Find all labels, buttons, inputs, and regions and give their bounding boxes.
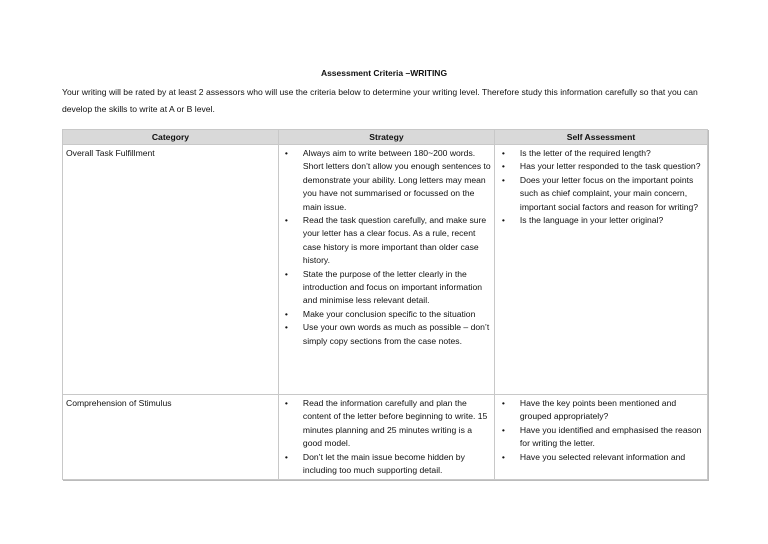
category-cell: Overall Task Fulfillment	[63, 145, 279, 395]
assessment-criteria-table	[62, 129, 708, 480]
list-item: • Is the letter of the required length?	[520, 147, 704, 160]
strategy-cell	[278, 395, 494, 480]
table-row	[63, 145, 708, 395]
list-item: • Has your letter responded to the task question?	[520, 160, 704, 173]
list-item: • Don’t let the main issue become hidden by including too much supporting detail.	[303, 451, 491, 478]
list-item: • Read the information carefully and plan the content of the letter before beginning to write. 15 minutes planning and 25 minutes writing is a good model.	[303, 397, 491, 451]
table-header-row	[63, 130, 708, 145]
list-item: • Have the key points been mentioned and grouped appropriately?	[520, 397, 704, 424]
list-item: • Always aim to write between 180~200 words. Short letters don’t allow you enough sentences to demonstrate your ability. Long letters may mean you have not summarised or focussed on the main issue.	[303, 147, 491, 214]
header-self-assessment: Self Assessment	[494, 130, 707, 145]
self-assessment-cell	[494, 395, 707, 480]
list-item: • Does your letter focus on the important points such as chief complaint, your main concern, important social factors and reason for writing?	[520, 174, 704, 214]
list-item: • Is the language in your letter original?	[520, 214, 704, 227]
header-category: Category	[63, 130, 279, 145]
list-item: • Use your own words as much as possible – don’t simply copy sections from the case notes.	[303, 321, 491, 348]
list-item: • Read the task question carefully, and make sure your letter has a clear focus. As a rule, recent case history is more important than older case history.	[303, 214, 491, 268]
list-item: • Have you identified and emphasised the reason for writing the letter.	[520, 424, 704, 451]
list-item: • Have you selected relevant information and	[520, 451, 704, 464]
table-row	[63, 395, 708, 480]
category-cell: Comprehension of Stimulus	[63, 395, 279, 480]
intro-paragraph: Your writing will be rated by at least 2 assessors who will use the criteria below to determine your writing level. Therefore study this information carefully so that you can develop the skills to write at A or B level.	[62, 87, 698, 114]
strategy-cell	[278, 145, 494, 395]
document-title: Assessment Criteria –WRITING	[320, 68, 448, 78]
list-item: • Make your conclusion specific to the situation	[303, 308, 491, 321]
list-item: • State the purpose of the letter clearly in the introduction and focus on important information and minimise less relevant detail.	[303, 268, 491, 308]
header-strategy: Strategy	[278, 130, 494, 145]
self-assessment-cell	[494, 145, 707, 395]
